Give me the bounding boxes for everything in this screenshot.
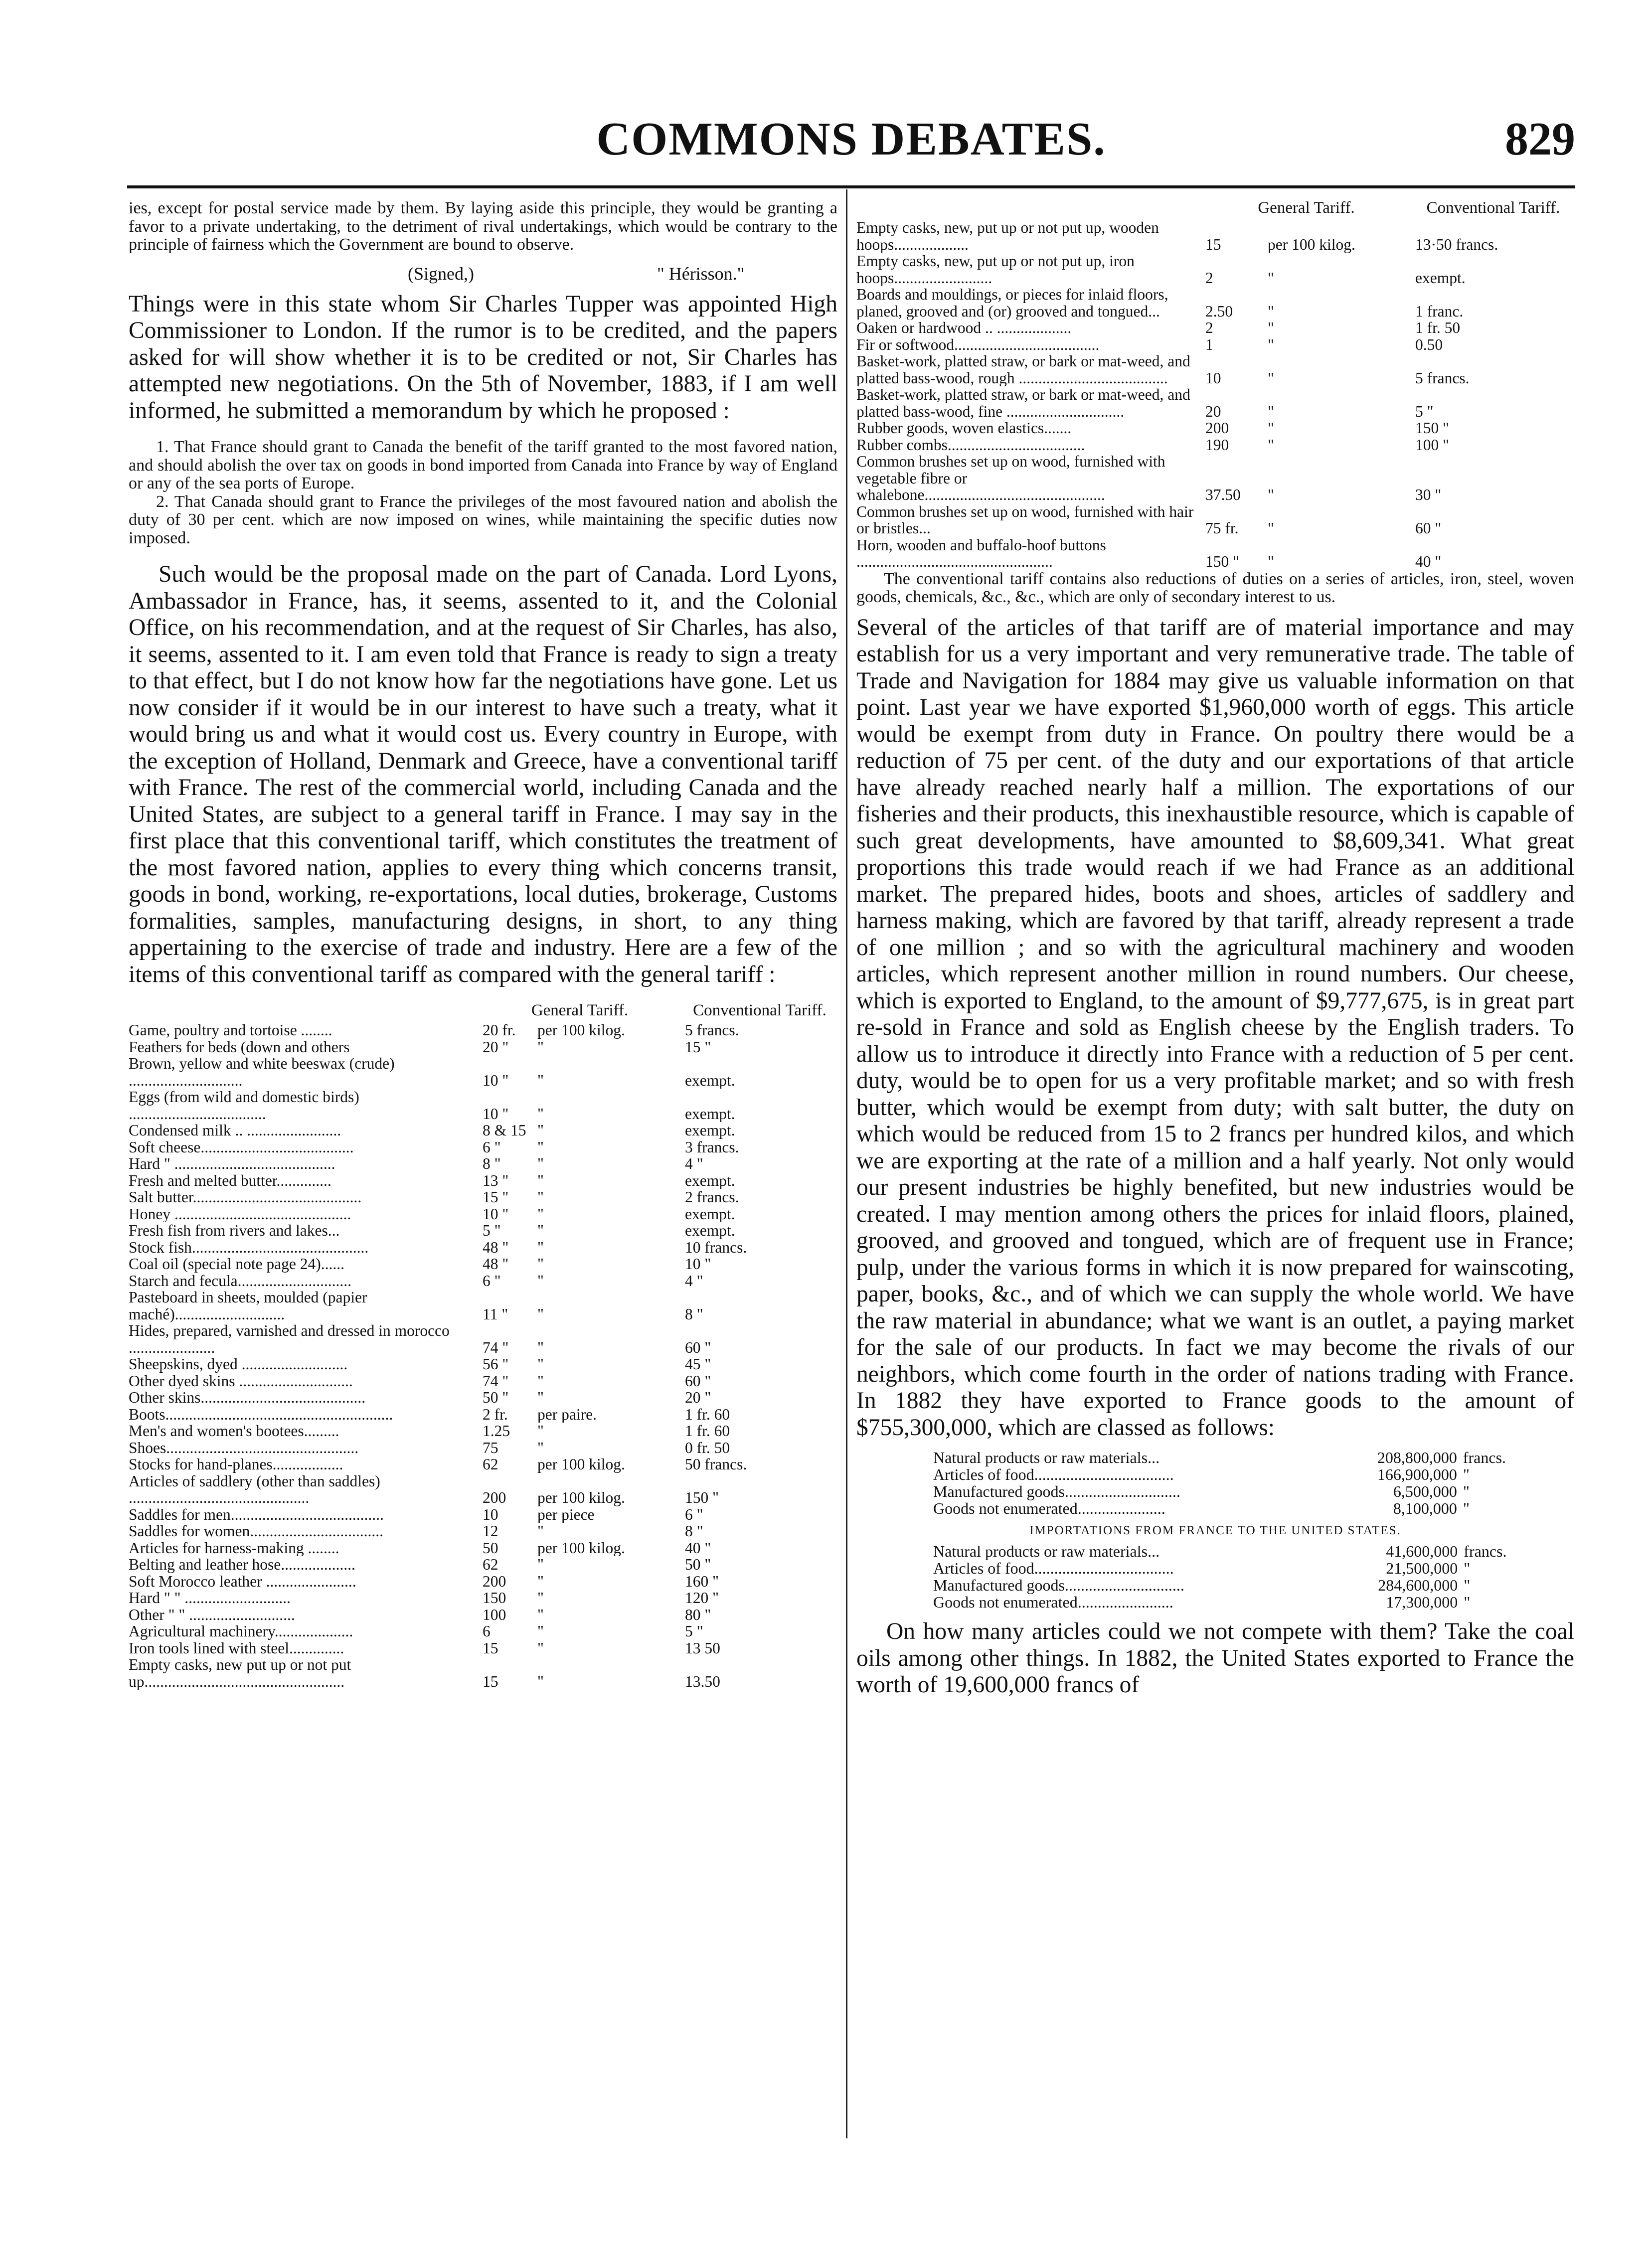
general-rate: 74 ": [483, 1372, 509, 1389]
tariff-item: Salt butter...........................................: [129, 1189, 362, 1206]
rate-unit: ": [537, 1122, 544, 1139]
general-rate: 20 ": [483, 1038, 509, 1055]
rate-unit: ": [537, 1590, 544, 1607]
tariff-item: Soft Morocco leather .......................: [129, 1573, 356, 1590]
conventional-rate: 20 ": [685, 1389, 711, 1406]
conventional-rate: 15 ": [685, 1038, 711, 1055]
rate-unit: ": [537, 1105, 544, 1122]
general-rate: 20: [1205, 402, 1221, 420]
rate-unit: ": [1268, 553, 1274, 570]
table-row: [129, 1055, 837, 1089]
general-rate: 15: [1205, 235, 1221, 253]
table-note: The conventional tariff contains also reductions of duties on a series of articles, iron, steel, woven goods, chemicals, &c., &c., which are only of secondary interest to us.: [856, 569, 1574, 606]
tariff-item: Saddles for women..................................: [129, 1523, 383, 1540]
tariff-item: Coal oil (special note page 24)......: [129, 1256, 345, 1273]
table-row: [129, 1473, 837, 1506]
tariff-item: Rubber combs...................................: [856, 436, 1085, 453]
tariff-item: Stock fish.............................................: [129, 1239, 369, 1256]
table-row: [129, 1640, 837, 1657]
general-rate: 10 ": [483, 1205, 509, 1222]
rate-unit: ": [537, 1338, 544, 1356]
table-row: [856, 219, 1574, 253]
table-row: [129, 1440, 837, 1456]
tariff-item: Other skins..........................................: [129, 1389, 366, 1406]
header-general-tariff: General Tariff.: [1258, 199, 1355, 217]
tariff-item: Stocks for hand-planes..................: [129, 1456, 343, 1473]
conventional-rate: 40 ": [1415, 553, 1442, 570]
stats-row: [933, 1449, 1531, 1466]
conventional-rate: 1 fr. 60: [685, 1423, 730, 1440]
general-rate: 15: [483, 1672, 498, 1690]
rate-unit: ": [537, 1623, 544, 1640]
table-row: [129, 1623, 837, 1640]
header-conventional-tariff: Conventional Tariff.: [693, 1002, 826, 1019]
tariff-item: Eggs (from wild and domestic birds) ...................................: [129, 1089, 359, 1122]
tariff-item: Condensed milk .. ........................: [129, 1122, 341, 1139]
header-rule: [127, 185, 1575, 188]
rate-unit: ": [1268, 436, 1274, 453]
table-row: [129, 1590, 837, 1607]
tariff-item: Common brushes set up on wood, furnished with vegetable fibre or whalebone..............................................: [856, 453, 1165, 503]
rate-unit: ": [1268, 336, 1274, 353]
rate-unit: ": [537, 1222, 544, 1239]
table-row: [129, 1656, 837, 1690]
conventional-rate: 5 francs.: [1415, 369, 1470, 386]
tariff-item: Agricultural machinery....................: [129, 1623, 353, 1640]
rate-unit: ": [537, 1389, 544, 1406]
table-row: [129, 1406, 837, 1423]
intro-quote: ies, except for postal service made by them. By laying aside this principle, they would be granting a favor to a private undertaking, to the detriment of rival undertakings, which would be contrary to the principle of fairness which the Government are bound to observe.: [129, 199, 837, 254]
rate-unit: ": [537, 1356, 544, 1373]
rate-unit: ": [537, 1038, 544, 1055]
stats-row: [933, 1560, 1531, 1577]
conventional-rate: 1 franc.: [1415, 302, 1464, 320]
rate-unit: ": [537, 1256, 544, 1273]
tariff-item: Iron tools lined with steel..............: [129, 1639, 344, 1656]
table-row: [129, 1389, 837, 1406]
stats-value: 166,900,000: [1377, 1465, 1457, 1483]
general-rate: 8 & 15: [483, 1122, 526, 1139]
general-rate: 37.50: [1205, 486, 1241, 503]
rate-unit: per 100 kilog.: [537, 1456, 625, 1473]
conventional-rate: 40 ": [685, 1539, 711, 1556]
paragraph: On how many articles could we not compete with them? Take the coal oils among other things. In 1882, the United States exported to France the worth of 19,600,000 francs of: [856, 1618, 1574, 1698]
table-row: [129, 1239, 837, 1256]
tariff-table: [129, 1002, 837, 1690]
stats-value: 6,500,000: [1393, 1482, 1457, 1500]
tariff-item: Hard " " ...........................: [129, 1590, 291, 1607]
stats-unit: ": [1463, 1465, 1470, 1483]
rate-unit: ": [1268, 302, 1274, 320]
stats-label: Manufactured goods..............................: [933, 1576, 1184, 1594]
conventional-rate: 100 ": [1415, 436, 1449, 453]
table-row: [129, 1089, 837, 1122]
paragraph: Such would be the proposal made on the part of Canada. Lord Lyons, Ambassador in France, has, it seems, assented to it, and the Colonial Office, on his recommendation, and at the request of Sir Charles, has also, it seems, assented to it. I am even told that France is ready to sign a treaty to that effect, but I do not know how far the negotiations have gone. Let us now consider if it would be in our interest to have such a treaty, what it would bring us and what it would cost us. Every country in Europe, with the exception of Holland, Denmark and Greece, have a conventional tariff with France. The rest of the commercial world, including Canada and the United States, are subject to a general tariff in France. I may say in the first place that this conventional tariff, which constitutes the treatment of the most favored nation, applies to every thing which concerns transit, goods in bond, working, re-exportations, local duties, brokerage, Customs formalities, samples, manufacturing designs, in short, to any thing appertaining to the exercise of trade and industry. Here are a few of the items of this conventional tariff as compared with the general tariff :: [129, 561, 837, 987]
general-rate: 13 ": [483, 1172, 509, 1189]
tariff-item: Basket-work, platted straw, or bark or mat-weed, and platted bass-wood, rough ......................................: [856, 353, 1190, 386]
general-rate: 62: [483, 1456, 498, 1473]
table-row: [856, 420, 1574, 437]
rate-unit: ": [537, 1138, 544, 1155]
general-rate: 10 ": [483, 1105, 509, 1122]
general-rate: 10: [483, 1506, 498, 1523]
right-column: [856, 199, 1574, 1699]
general-rate: 50: [483, 1539, 498, 1556]
general-rate: 12: [483, 1523, 498, 1540]
conventional-rate: 10 ": [685, 1256, 711, 1273]
general-rate: 200: [483, 1573, 506, 1590]
general-rate: 150: [483, 1590, 506, 1607]
tariff-item: Starch and fecula.............................: [129, 1272, 352, 1289]
table-row: [856, 437, 1574, 454]
conventional-rate: 1 fr. 50: [1415, 320, 1461, 336]
general-rate: 10: [1205, 369, 1221, 386]
table-row: [129, 1256, 837, 1273]
general-rate: 75: [483, 1439, 498, 1456]
tariff-item: Articles for harness-making ........: [129, 1539, 339, 1556]
conventional-rate: 5 ": [685, 1623, 703, 1640]
general-rate: 8 ": [483, 1155, 501, 1172]
table-row: [129, 1456, 837, 1473]
column-divider: [846, 189, 847, 2138]
tariff-item: Oaken or hardwood .. ...................: [856, 320, 1072, 336]
conventional-rate: 30 ": [1415, 486, 1442, 503]
conventional-rate: 60 ": [1415, 519, 1442, 537]
conventional-rate: exempt.: [685, 1122, 735, 1139]
table-row: [856, 386, 1574, 420]
signed-name: " Hérisson.": [657, 263, 745, 284]
conventional-rate: 2 francs.: [685, 1189, 739, 1206]
tariff-item: Soft cheese.......................................: [129, 1138, 354, 1155]
conventional-rate: exempt.: [685, 1205, 735, 1222]
table-header: [129, 1002, 837, 1022]
rate-unit: per 100 kilog.: [537, 1489, 625, 1506]
tariff-item: Fresh fish from rivers and lakes...: [129, 1222, 340, 1239]
conventional-rate: 10 francs.: [685, 1239, 747, 1256]
table-row: [129, 1155, 837, 1172]
table-row: [129, 1607, 837, 1623]
stats-value: 284,600,000: [1378, 1576, 1458, 1594]
general-rate: 6 ": [483, 1272, 501, 1289]
rate-unit: ": [537, 1556, 544, 1573]
conventional-rate: 13.50: [685, 1672, 720, 1690]
stats-unit: ": [1463, 1499, 1470, 1517]
table-row: [129, 1573, 837, 1590]
stats-unit: francs.: [1464, 1542, 1507, 1560]
stats-label: Articles of food...................................: [933, 1559, 1174, 1577]
tariff-item: Sheepskins, dyed ...........................: [129, 1356, 348, 1373]
stats-value: 21,500,000: [1386, 1559, 1458, 1577]
table-row: [856, 503, 1574, 537]
table-row: [129, 1523, 837, 1540]
rate-unit: ": [537, 1071, 544, 1089]
rate-unit: ": [537, 1639, 544, 1656]
exports-table: [933, 1449, 1531, 1517]
general-rate: 5 ": [483, 1222, 501, 1239]
tariff-item: Other dyed skins .............................: [129, 1372, 353, 1389]
general-rate: 56 ": [483, 1356, 509, 1373]
tariff-item: Boards and mouldings, or pieces for inlaid floors, planed, grooved and (or) grooved and tongued...: [856, 286, 1168, 320]
conventional-rate: 120 ": [685, 1590, 719, 1607]
table-row: [129, 1322, 837, 1356]
tariff-item: Fresh and melted butter..............: [129, 1172, 331, 1189]
rate-unit: ": [537, 1672, 544, 1690]
stats-unit: ": [1463, 1482, 1470, 1500]
conventional-rate: 0.50: [1415, 336, 1443, 353]
tariff-item: Pasteboard in sheets, moulded (papier maché)............................: [129, 1289, 367, 1322]
tariff-item: Belting and leather hose...................: [129, 1556, 355, 1573]
paragraph: Things were in this state whom Sir Charles Tupper was appointed High Commissioner to London. If the rumor is to be credited, and the papers asked for will show whether it is to be credited or not, Sir Charles has attempted new negotiations. On the 5th of November, 1883, if I am well informed, he submitted a memorandum by which he proposed :: [129, 291, 837, 424]
general-rate: 48 ": [483, 1256, 509, 1273]
general-rate: 150 ": [1205, 553, 1239, 570]
stats-row: [933, 1466, 1531, 1483]
table-row: [129, 1273, 837, 1290]
table-row: [856, 336, 1574, 353]
table-row: [129, 1356, 837, 1373]
rate-unit: ": [1268, 519, 1274, 537]
tariff-item: Feathers for beds (down and others: [129, 1038, 350, 1055]
tariff-item: Hard " .........................................: [129, 1155, 335, 1172]
rate-unit: ": [537, 1523, 544, 1540]
general-rate: 6 ": [483, 1138, 501, 1155]
stats-label: Goods not enumerated........................: [933, 1593, 1173, 1611]
rate-unit: ": [537, 1372, 544, 1389]
general-rate: 75 fr.: [1205, 519, 1239, 537]
tariff-item: Rubber goods, woven elastics.......: [856, 420, 1072, 437]
rate-unit: ": [537, 1573, 544, 1590]
tariff-item: Brown, yellow and white beeswax (crude) .............................: [129, 1055, 395, 1089]
stats-label: Manufactured goods.............................: [933, 1482, 1180, 1500]
general-rate: 48 ": [483, 1239, 509, 1256]
tariff-item: Common brushes set up on wood, furnished with hair or bristles...: [856, 503, 1194, 537]
table-row: [129, 1540, 837, 1557]
page-title: COMMONS DEBATES.: [596, 113, 1106, 165]
tariff-item: Men's and women's bootees.........: [129, 1423, 339, 1440]
general-rate: 6: [483, 1623, 491, 1640]
table-row: [129, 1289, 837, 1322]
table-row: [129, 1373, 837, 1390]
conventional-rate: 45 ": [685, 1356, 711, 1373]
tariff-item: Hides, prepared, varnished and dressed in morocco ......................: [129, 1322, 450, 1356]
general-rate: 62: [483, 1556, 498, 1573]
conventional-rate: 150 ": [1415, 420, 1449, 437]
tariff-item: Empty casks, new, put up or not put up, iron hoops.........................: [856, 253, 1135, 286]
rate-unit: ": [1268, 269, 1274, 286]
rate-unit: ": [1268, 320, 1274, 336]
rate-unit: ": [537, 1205, 544, 1222]
table-row: [856, 253, 1574, 286]
stats-row: [933, 1500, 1531, 1517]
general-rate: 20 fr.: [483, 1022, 516, 1039]
conventional-rate: exempt.: [1415, 269, 1466, 286]
general-rate: 10 ": [483, 1071, 509, 1089]
stats-row: [933, 1577, 1531, 1594]
memorandum-point: 2. That Canada should grant to France the privileges of the most favoured nation and abolish the duty of 30 per cent. which are now imposed on wines, while maintaining the specific duties now imposed.: [129, 492, 837, 547]
rate-unit: per 100 kilog.: [1268, 235, 1355, 253]
rate-unit: ": [537, 1239, 544, 1256]
rate-unit: ": [537, 1423, 544, 1440]
stats-value: 41,600,000: [1386, 1542, 1458, 1560]
rate-unit: per 100 kilog.: [537, 1022, 625, 1039]
conventional-rate: 8 ": [685, 1523, 703, 1540]
stats-row: [933, 1594, 1531, 1611]
conventional-rate: 160 ": [685, 1573, 719, 1590]
table-row: [129, 1039, 837, 1056]
tariff-item: Boots..........................................................: [129, 1406, 393, 1423]
general-rate: 1: [1205, 336, 1213, 353]
general-rate: 100: [483, 1606, 506, 1623]
stats-value: 17,300,000: [1386, 1593, 1458, 1611]
rate-unit: ": [1268, 486, 1274, 503]
conventional-rate: 13·50 francs.: [1415, 235, 1498, 253]
page-number: 829: [1505, 113, 1575, 165]
rate-unit: ": [1268, 369, 1274, 386]
stats-label: Natural products or raw materials...: [933, 1449, 1160, 1466]
general-rate: 2: [1205, 320, 1213, 336]
conventional-rate: 80 ": [685, 1606, 711, 1623]
stats-row: [933, 1483, 1531, 1500]
rate-unit: ": [537, 1439, 544, 1456]
conventional-rate: 150 ": [685, 1489, 719, 1506]
stats-row: [933, 1543, 1531, 1560]
table-row: [129, 1189, 837, 1206]
rate-unit: per 100 kilog.: [537, 1539, 625, 1556]
table-row: [856, 286, 1574, 320]
rate-unit: ": [537, 1155, 544, 1172]
tariff-item: Basket-work, platted straw, or bark or mat-weed, and platted bass-wood, fine ..............................: [856, 386, 1190, 420]
memorandum-point: 1. That France should grant to Canada the benefit of the tariff granted to the most favored nation, and should abolish the over tax on goods in bond imported from Canada into France by way of England or any of the sea ports of Europe.: [129, 438, 837, 492]
table-row: [129, 1139, 837, 1156]
general-rate: 2 fr.: [483, 1406, 508, 1423]
table-row: [129, 1122, 837, 1139]
general-rate: 2.50: [1205, 302, 1233, 320]
general-rate: 11 ": [483, 1305, 508, 1322]
table-row: [856, 453, 1574, 503]
conventional-rate: 13 50: [685, 1639, 720, 1656]
signature-line: [129, 261, 837, 286]
general-rate: 1.25: [483, 1423, 510, 1440]
stats-unit: ": [1464, 1559, 1471, 1577]
header-conventional-tariff: Conventional Tariff.: [1426, 199, 1560, 217]
conventional-rate: exempt.: [685, 1222, 735, 1239]
stats-value: 8,100,000: [1393, 1499, 1457, 1517]
tariff-item: Game, poultry and tortoise ........: [129, 1022, 332, 1039]
table-row: [129, 1556, 837, 1573]
tariff-item: Honey .............................................: [129, 1205, 351, 1222]
rate-unit: ": [1268, 402, 1274, 420]
stats-label: Articles of food...................................: [933, 1465, 1174, 1483]
conventional-rate: 0 fr. 50: [685, 1439, 730, 1456]
conventional-rate: 6 ": [685, 1506, 703, 1523]
stats-unit: francs.: [1463, 1449, 1506, 1466]
conventional-rate: exempt.: [685, 1172, 735, 1189]
tariff-item: Other " " ...........................: [129, 1606, 295, 1623]
general-rate: 200: [1205, 420, 1229, 437]
page-header: [127, 112, 1575, 172]
stats-value: 208,800,000: [1377, 1449, 1457, 1466]
tariff-item: Saddles for men.......................................: [129, 1506, 384, 1523]
general-rate: 2: [1205, 269, 1213, 286]
tariff-item: Empty casks, new, put up or not put up, wooden hoops...................: [856, 219, 1159, 253]
conventional-rate: exempt.: [685, 1105, 735, 1122]
rate-unit: ": [537, 1606, 544, 1623]
rate-unit: per paire.: [537, 1406, 597, 1423]
imports-table: [933, 1543, 1531, 1611]
tariff-table-continued: [856, 199, 1574, 570]
conventional-rate: 4 ": [685, 1272, 703, 1289]
conventional-rate: 8 ": [685, 1305, 703, 1322]
rate-unit: ": [537, 1172, 544, 1189]
table-row: [856, 353, 1574, 386]
conventional-rate: 60 ": [685, 1372, 711, 1389]
conventional-rate: exempt.: [685, 1071, 735, 1089]
conventional-rate: 50 francs.: [685, 1456, 747, 1473]
conventional-rate: 3 francs.: [685, 1138, 739, 1155]
table-header: [856, 199, 1574, 219]
rate-unit: ": [537, 1272, 544, 1289]
conventional-rate: 4 ": [685, 1155, 703, 1172]
table-row: [129, 1022, 837, 1039]
conventional-rate: 5 ": [1415, 402, 1434, 420]
imports-heading: IMPORTATIONS FROM FRANCE TO THE UNITED STATES.: [1029, 1524, 1401, 1537]
stats-unit: ": [1464, 1576, 1471, 1594]
rate-unit: ": [537, 1305, 544, 1322]
conventional-rate: 60 ": [685, 1338, 711, 1356]
table-row: [129, 1423, 837, 1440]
signed-label: (Signed,): [408, 263, 474, 284]
general-rate: 15 ": [483, 1189, 509, 1206]
conventional-rate: 1 fr. 60: [685, 1406, 730, 1423]
table-row: [129, 1222, 837, 1239]
rate-unit: ": [537, 1189, 544, 1206]
rate-unit: per piece: [537, 1506, 595, 1523]
tariff-item: Empty casks, new put up or not put up...................................................: [129, 1656, 351, 1690]
general-rate: 15: [483, 1639, 498, 1656]
stats-label: Goods not enumerated......................: [933, 1499, 1165, 1517]
tariff-item: Articles of saddlery (other than saddles) ..............................................: [129, 1472, 380, 1506]
table-row: [129, 1172, 837, 1189]
left-column: [129, 199, 837, 1690]
paragraph: Several of the articles of that tariff are of material importance and may establish for us a very important and very remunerative trade. The table of Trade and Navigation for 1884 may give us valuable information on that point. Last year we have exported $1,960,000 worth of eggs. This article would be exempt from duty in France. On poultry there would be a reduction of 75 per cent. of the duty and our exportations of that article have already reached nearly half a million. The exportations of our fisheries and their products, this inexhaustible resource, which is capable of such great developments, have amounted to $8,609,341. What great proportions this trade would reach if we had France as an additional market. The prepared hides, boots and shoes, articles of saddlery and harness making, which are favored by that tariff, already represent a trade of one million ; and so with the agricultural machinery and wooden articles, which represent another million in round numbers. Our cheese, which is exported to England, to the amount of $9,777,675, is in great part re-sold in France and sold as English cheese by the English traders. To allow us to introduce it directly into France with a reduction of 5 per cent. duty, would be to open for us a very profitable market; and so with fresh butter, which would be exempt from duty; with salt butter, the duty on which would be reduced from 15 to 2 francs per hundred kilos, and which we are exporting at the rate of a million and a half yearly. Not only would our present industries be highly benefited, but new industries would be created. I may mention among others the prices for inlaid floors, plained, grooved, and grooved and tongued, which are of frequent use in France; pulp, under the various forms in which it is now prepared for wainscoting, paper, books, &c., and of which we can supply the whole world. We have the raw material in abundance; what we want is an outlet, a paying market for the sale of our products. In fact we may become the rivals of our neighbors, which come fourth in the order of nations trading with France. In 1882 they have exported to France goods to the amount of $755,300,000, which are classed as follows:: [856, 614, 1574, 1441]
general-rate: 50 ": [483, 1389, 509, 1406]
stats-label: Natural products or raw materials...: [933, 1542, 1160, 1560]
tariff-item: Horn, wooden and buffalo-hoof buttons ..................................................: [856, 536, 1106, 570]
tariff-item: Shoes.................................................: [129, 1439, 359, 1456]
table-row: [856, 537, 1574, 570]
table-row: [129, 1506, 837, 1523]
stats-unit: ": [1464, 1593, 1471, 1611]
conventional-rate: 50 ": [685, 1556, 711, 1573]
header-general-tariff: General Tariff.: [531, 1002, 629, 1019]
general-rate: 190: [1205, 436, 1229, 453]
general-rate: 74 ": [483, 1338, 509, 1356]
rate-unit: ": [1268, 420, 1274, 437]
table-row: [856, 320, 1574, 336]
general-rate: 200: [483, 1489, 506, 1506]
table-row: [129, 1206, 837, 1223]
tariff-item: Fir or softwood.....................................: [856, 336, 1100, 353]
conventional-rate: 5 francs.: [685, 1022, 739, 1039]
